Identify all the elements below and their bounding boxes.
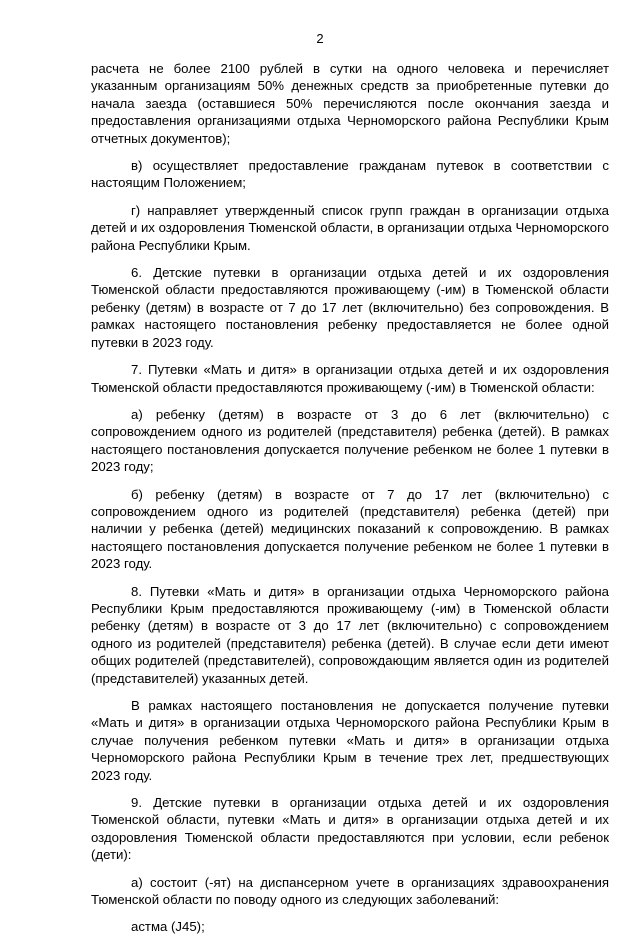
paragraph-payment-terms: расчета не более 2100 рублей в сутки на одного человека и перечисляет указанным организациям 50% денежных средств за приобретенные путевки до начала заезда (оставшиеся 50% перечисляются после окончания заезда и предоставления организациями отдыха Черноморского района Республики Крым отчетных документов);	[91, 61, 609, 146]
page-number: 2	[316, 31, 324, 46]
paragraph-clause-7-a: а) ребенку (детям) в возрасте от 3 до 6 лет (включительно) с сопровождением одного из родителей (представителя) ребенка (детей). В рамках настоящего постановления допускается получение ребенком не более 1 путевки в 2023 году;	[91, 406, 609, 475]
paragraph-clause-6: 6. Детские путевки в организации отдыха детей и их оздоровления Тюменской области предоставляются проживающему (-им) в Тюменской области ребенку (детям) в возрасте от 7 до 17 лет (включительно) без сопровождения. В рамках настоящего постановления ребенку предоставляется не более одной путевки в 2023 году.	[91, 265, 609, 350]
paragraph-clause-7: 7. Путевки «Мать и дитя» в организации отдыха детей и их оздоровления Тюменской области предоставляются проживающему (-им) в Тюменской области:	[91, 362, 609, 395]
paragraph-item-g: г) направляет утвержденный список групп граждан в организации отдыха детей и их оздоровления Тюменской области, в организации отдыха Черноморского района Республики Крым.	[91, 202, 609, 253]
paragraph-clause-7-b: б) ребенку (детям) в возрасте от 7 до 17 лет (включительно) с сопровождением одного из родителей (представителя) ребенка (детей) при наличии у ребенка (детей) медицинских показаний к сопровождению. В рамках настоящего постановления допускается получение ребенком не более 1 путевки в 2023 году.	[91, 486, 609, 572]
paragraph-clause-8: 8. Путевки «Мать и дитя» в организации отдыха Черноморского района Республики Крым предоставляются проживающему (-им) в Тюменской области ребенку (детям) в возрасте от 3 до 17 лет (включительно) с сопровождением одного из родителей (представителя) ребенка (детей). В случае если дети имеют общих родителей (представителей), сопровождающим является один из родителей (представителей) указанных детей.	[91, 583, 609, 686]
paragraph-asthma: астма (J45);	[131, 919, 205, 935]
paragraph-clause-9: 9. Детские путевки в организации отдыха детей и их оздоровления Тюменской области, путевки «Мать и дитя» в организации отдыха детей и их оздоровления Тюменской области предоставляются при условии, если ребенок (дети):	[91, 795, 609, 863]
paragraph-item-v: в) осуществляет предоставление гражданам путевок в соответствии с настоящим Положением;	[91, 158, 609, 191]
document-body	[91, 60, 609, 946]
paragraph-clause-8-restriction: В рамках настоящего постановления не допускается получение путевки «Мать и дитя» в организации отдыха Черноморского района Республики Крым в случае получения ребенком путевки «Мать и дитя» в организации отдыха Черноморского района Республики Крым в течение трех лет, предшествующих 2023 году.	[91, 698, 609, 783]
paragraph-clause-9-a: а) состоит (-ят) на диспансерном учете в организациях здравоохранения Тюменской области по поводу одного из следующих заболеваний:	[91, 874, 609, 908]
